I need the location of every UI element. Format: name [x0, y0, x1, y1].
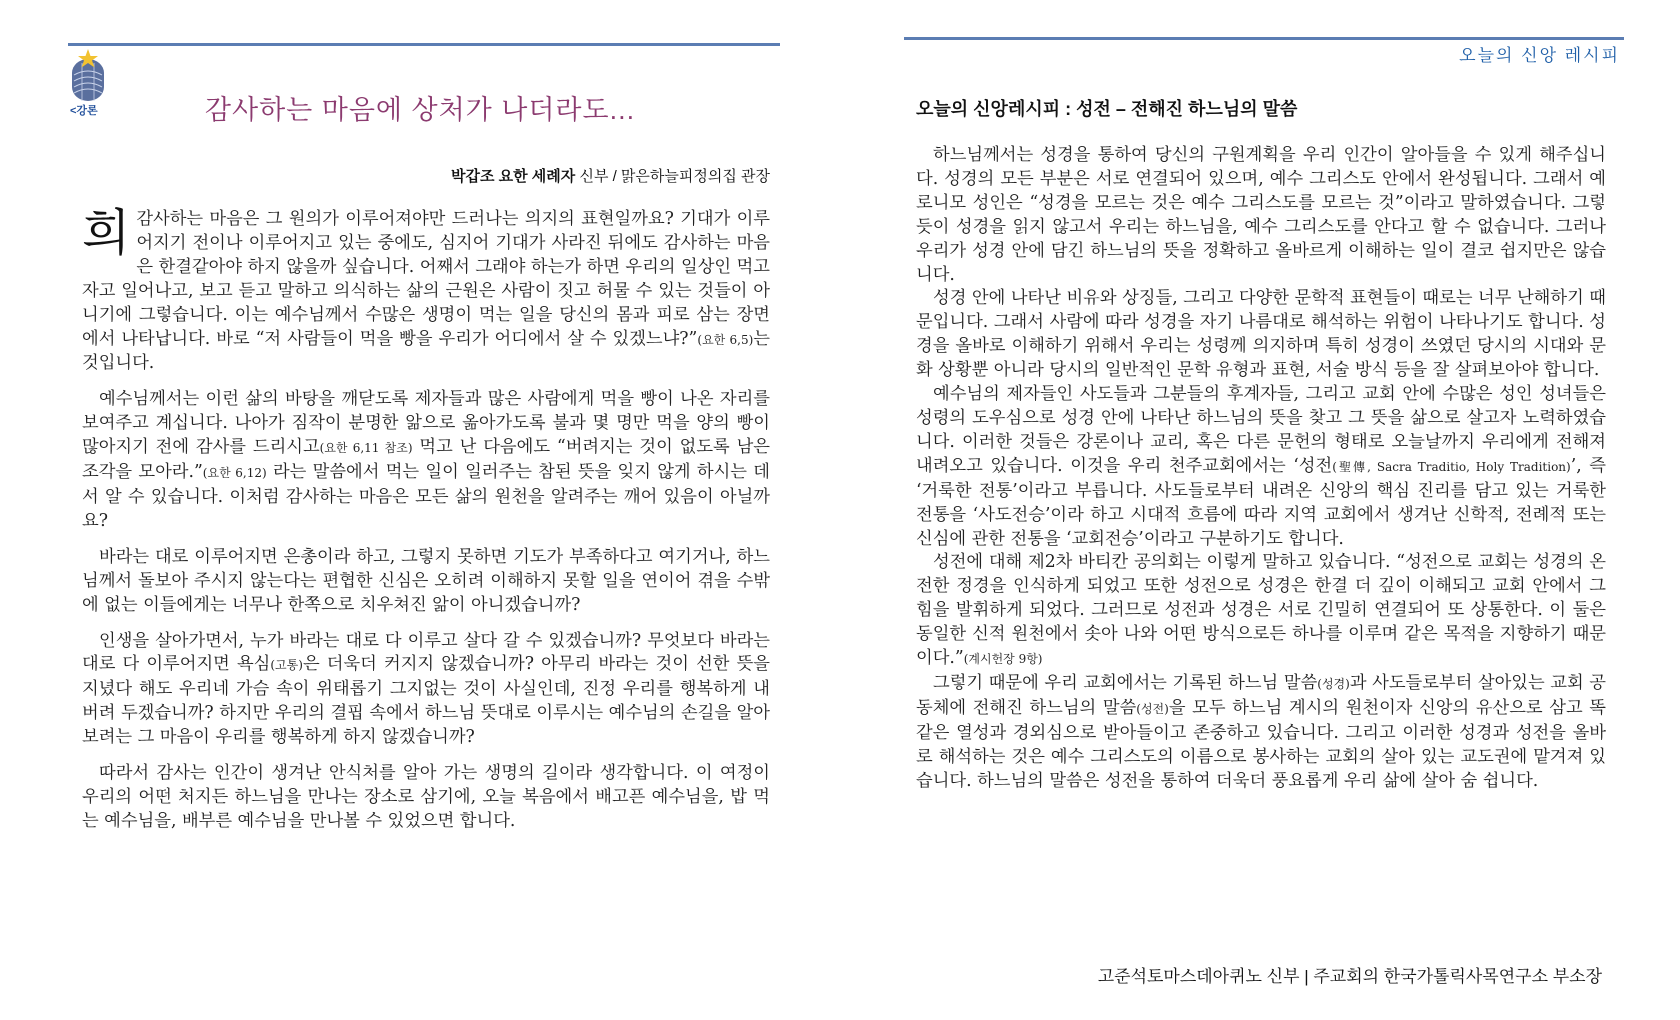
paragraph-text: 예수님의 제자들인 사도들과 그분들의 후계자들, 그리고 교회 안에 수많은 성인 성녀들은 성령의 도우심으로 성경 안에 나타난 하느님의 뜻을 찾고 그 뜻을 삶으로 살고자 노력하였습니다. 이러한 것들은 강론이나 교리, 혹은 다른 문헌의 형태로 오늘날까지 우리에게 전해져 내려오고 있습니다. 이것을 우리 천주교회에서는 ‘성전: [916, 384, 1606, 476]
paragraph-text: 감사하는 마음은 그 원의가 이루어져야만 드러나는 의지의 표현일까요? 기대가 이루어지기 전이나 이루어지고 있는 중에도, 심지어 기대가 사라진 뒤에도 감사하는 마음은 한결같아야 하지 않을까 싶습니다. 어째서 그래야 하는가 하면 우리의 일상인 먹고 자고 일어나고, 보고 듣고 말하고 의식하는 삶의 근원은 사람이 짓고 허물 수 있는 것들이 아니기에 그렇습니다. 이는 예수님께서 수많은 생명이 먹는 일을 당신의 몸과 피로 삼는 장면에서 나타납니다. 바로 “저 사람들이 먹을 빵을 우리가 어디에서 살 수 있겠느냐?”: [82, 209, 770, 349]
author-byline: [451, 165, 770, 186]
paragraph-text: 을 모두 하느님 계시의 원천이자 신앙의 유산으로 삼고 똑같은 열성과 경외심으로 받아들이고 존중하고 있습니다. 그리고 이러한 성경과 성전을 올바로 해석하는 것은 예수 그리스도의 이름으로 봉사하는 교회의 살아 있는 교도권에 맡겨져 있습니다. 하느님의 말씀은 성전을 통하여 더욱더 풍요롭게 우리 삶에 살아 숨 쉽니다.: [916, 697, 1606, 791]
paragraph-text: 먹고 난 다음에도 “버려지는 것이 없도록 남은 조각을 모아라.”: [82, 437, 770, 483]
star-window-logo-icon: [70, 49, 106, 101]
paragraph-text: 성전에 대해 제2차 바티칸 공의회는 이렇게 말하고 있습니다. “성전으로 교회는 성경의 온전한 정경을 인식하게 되었고 또한 성전으로 성경은 한결 더 깊이 이해되고 교회 안에서 그 힘을 발휘하게 되었다. 그러므로 성전과 성경은 서로 긴밀히 연결되어 또 상통한다. 이 둘은 동일한 신적 원천에서 솟아 나와 어떤 방식으로든 하나를 이루며 같은 목적을 지향하기 때문이다.”: [916, 552, 1606, 669]
paragraph-4: [82, 630, 770, 751]
logo-label: <강론: [70, 105, 98, 117]
bible-reference: (요한 6,5): [697, 332, 754, 347]
paragraph-text: ’, 즉 ‘거룩한 전통’이라고 부릅니다. 사도들로부터 내려온 신앙의 핵심 진리를 담고 있는 거룩한 전통을 ‘사도전승’이라 하고 시대적 흐름에 따라 지역 교회에서 생겨난 신학적, 전례적 또는 신심에 관한 전통을 ‘교회전승’이라고 구분하기도 합니다.: [916, 455, 1606, 549]
paragraph-1: 하느님께서는 성경을 통하여 당신의 구원계획을 우리 인간이 알아들을 수 있게 해주십니다. 성경의 모든 부분은 서로 연결되어 있으며, 예수 그리스도 안에서 완성됩니다. 그래서 예로니모 성인은 “성경을 모르는 것은 예수 그리스도를 모르는 것”이라고 말하였습니다. 그렇듯이 성경을 읽지 않고서 우리는 하느님을, 예수 그리스도를 안다고 할 수 없습니다. 그러나 우리가 성경 안에 담긴 하느님의 뜻을 정확하고 올바르게 이해하는 일이 결코 쉽지만은 않습니다.: [916, 145, 1606, 285]
sermon-body: [82, 204, 770, 846]
paragraph-text: 과 사도들로부터 살아있는 교회 공동체에 전해진 하느님의 말씀: [916, 672, 1607, 718]
top-rule-right: [904, 37, 1624, 40]
paragraph-5: 따라서 감사는 인간이 생겨난 안식처를 알아 가는 생명의 길이라 생각합니다. 이 여정이 우리의 어떤 처지든 하느님을 만나는 장소로 삼기에, 오늘 복음에서 배고픈 예수님을, 밥 먹는 예수님을, 배부른 예수님을 만나볼 수 있었으면 합니다.: [82, 763, 770, 831]
page-title: 감사하는 마음에 상처가 나더라도...: [204, 95, 636, 125]
paragraph-text: 은 더욱더 커지지 않겠습니까? 아무리 바라는 것이 선한 뜻을 지녔다 해도 우리네 가슴 속이 위태롭기 그지없는 것이 사실인데, 진정 우리를 행복하게 내버려 두겠습니까? 하지만 우리의 결핍 속에서 하느님 뜻대로 이루시는 예수님의 손길을 알아보려는 그 마음이 우리를 행복하게 하지 않겠습니까?: [82, 654, 770, 748]
paragraph-2: [82, 388, 770, 533]
paragraph-3: [916, 383, 1606, 551]
paragraph-5: [916, 672, 1606, 794]
recipe-body: [916, 144, 1606, 793]
document-reference: (계시헌장 9항): [963, 652, 1043, 667]
author-signature: 고준석토마스데아퀴노 신부 | 주교회의 한국가톨릭사목연구소 부소장: [1097, 967, 1602, 986]
top-rule-left: [68, 43, 780, 46]
section-header: 오늘의 신앙 레시피: [1459, 46, 1620, 65]
inline-note: (聖傳, Sacra Traditio, Holy Tradition): [1332, 459, 1571, 474]
left-page: [0, 0, 800, 1020]
author-role: 신부 / 맑은하늘피정의집 관장: [575, 168, 770, 185]
paragraph-2: 성경 안에 나타난 비유와 상징들, 그리고 다양한 문학적 표현들이 때로는 너무 난해하기 때문입니다. 그래서 사람에 따라 성경을 자기 나름대로 해석하는 위험이 나타나기도 합니다. 성경을 올바로 이해하기 위해서 우리는 성령께 의지하며 특히 성경이 쓰였던 당시의 시대와 문화 상황뿐 아니라 당시의 일반적인 문학 유형과 표현, 서술 방식 등을 잘 살펴보아야 합니다.: [916, 288, 1606, 381]
paragraph-1: [82, 204, 770, 376]
bible-reference: (요한 6,12): [202, 466, 267, 481]
paragraph-text: 인생을 살아가면서, 누가 바라는 대로 다 이루고 살다 갈 수 있겠습니까? 무엇보다 바라는 대로 다 이루어지면 욕심: [82, 630, 770, 675]
paragraph-text: 예수님께서는 이런 삶의 바탕을 깨닫도록 제자들과 많은 사람에게 먹을 빵이 나온 자리를 보여주고 계십니다. 나아가 짐작이 분명한 앎으로 옮아가도록 불과 몇 명만 먹을 양의 빵이 많아지기 전에 감사를 드리시고: [82, 389, 770, 458]
inline-note: (고통): [270, 658, 303, 673]
paragraph-text: 라는 말씀에서 먹는 일이 일러주는 참된 뜻을 잊지 않게 하시는 데서 알 수 있습니다. 이처럼 감사하는 마음은 모든 삶의 원천을 알려주는 깨어 있음이 아닐까요?: [82, 462, 770, 531]
paragraph-text: 는 것입니다.: [82, 328, 770, 374]
author-name: 박갑조 요한 세례자: [451, 168, 576, 185]
section-subtitle: 오늘의 신앙레시피 : 성전 – 전해진 하느님의 말씀: [916, 99, 1298, 119]
paragraph-text: 그렇기 때문에 우리 교회에서는 기록된 하느님 말씀: [933, 672, 1318, 693]
inline-note: (성전): [1136, 701, 1169, 716]
paragraph-4: [916, 551, 1606, 672]
paragraph-3: 바라는 대로 이루어지면 은총이라 하고, 그렇지 못하면 기도가 부족하다고 여기거나, 하느님께서 돌보아 주시지 않는다는 편협한 신심은 오히려 이해하지 못할 일을 연이어 겪을 수밖에 없는 이들에게는 너무나 한쪽으로 치우쳐진 앎이 아니겠습니까?: [82, 546, 770, 615]
inline-note: (성경): [1317, 676, 1350, 691]
drop-cap: 희: [82, 204, 131, 262]
bible-reference: (요한 6,11 참조): [319, 441, 413, 456]
